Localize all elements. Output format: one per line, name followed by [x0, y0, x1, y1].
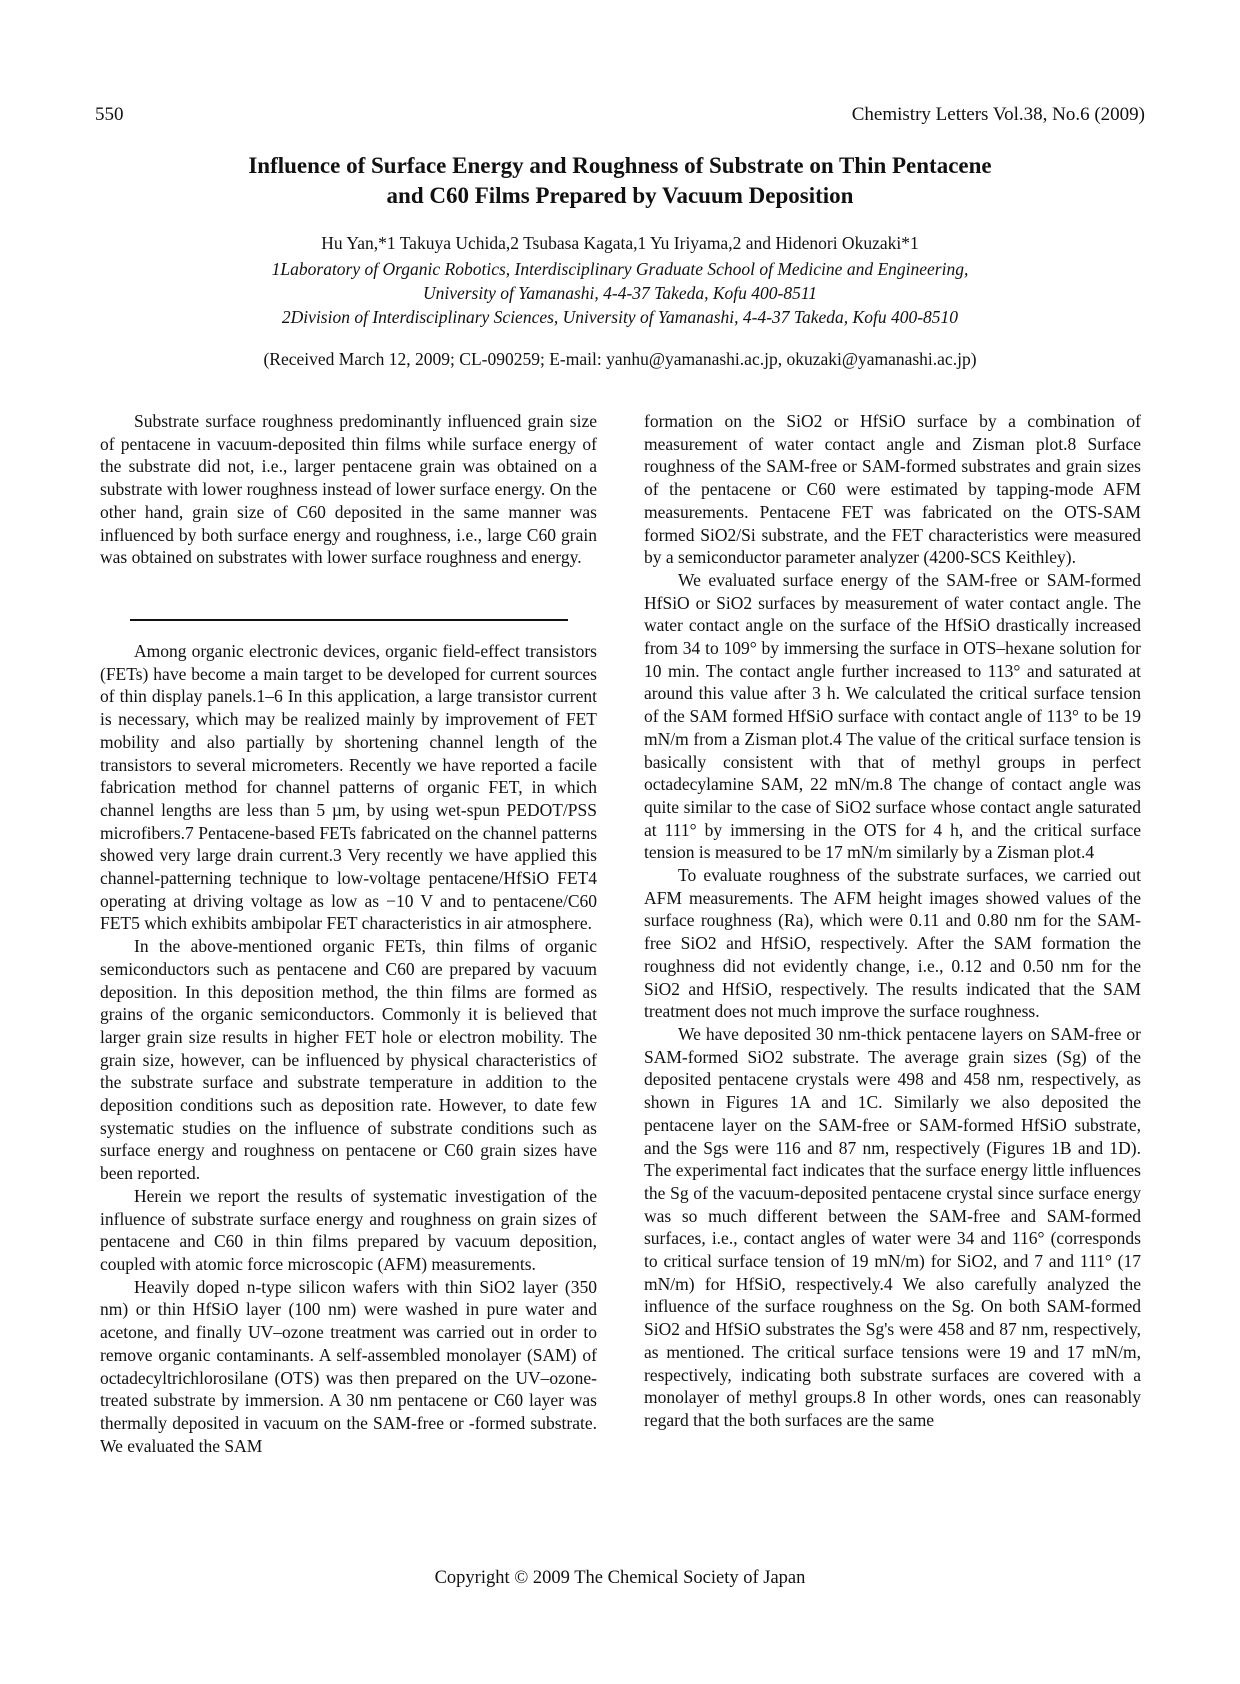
journal-running-header: Chemistry Letters Vol.38, No.6 (2009): [851, 104, 1145, 125]
body-paragraph: formation on the SiO2 or HfSiO surface by a combination of measurement of water contact angle and Zisman plot.8 Surface roughness of the SAM-free or SAM-formed substrates and grain sizes of the pentacene or C60 were estimated by tapping-mode AFM measurements. Pentacene FET was fabricated on the OTS-SAM formed SiO2/Si substrate, and the FET characteristics were measured by a semiconductor parameter analyzer (4200-SCS Keithley).: [644, 411, 1141, 568]
title-line-2: and C60 Films Prepared by Vacuum Deposition: [386, 183, 854, 208]
left-column: [100, 640, 597, 1457]
affiliation-line: 1Laboratory of Organic Robotics, Interdisciplinary Graduate School of Medicine and Engineering,: [271, 259, 969, 279]
copyright-footer: Copyright © 2009 The Chemical Society of Japan: [434, 1568, 806, 1588]
author-list: Hu Yan,*1 Takuya Uchida,2 Tsubasa Kagata,1 Yu Iriyama,2 and Hidenori Okuzaki*1: [321, 233, 919, 253]
abstract: [100, 410, 597, 569]
body-paragraph: To evaluate roughness of the substrate surfaces, we carried out AFM measurements. The AFM height images showed values of the surface roughness (Ra), which were 0.11 and 0.80 nm for the SAM-free SiO2 and HfSiO, respectively. After the SAM formation the roughness did not evidently change, i.e., 0.12 and 0.50 nm for the SiO2 and HfSiO, respectively. The results indicated that the SAM treatment does not much improve the surface roughness.: [644, 865, 1141, 1022]
affiliation-line: University of Yamanashi, 4-4-37 Takeda, Kofu 400-8511: [422, 283, 818, 303]
body-paragraph: Heavily doped n-type silicon wafers with thin SiO2 layer (350 nm) or thin HfSiO layer (100 nm) were washed in pure water and acetone, and finally UV–ozone treatment was carried out in order to remove organic contaminants. A self-assembled monolayer (SAM) of octadecyltrichlorosilane (OTS) was then prepared on the UV–ozone-treated substrate by immersion. A 30 nm pentacene or C60 layer was thermally deposited in vacuum on the SAM-free or -formed substrate. We evaluated the SAM: [100, 1276, 597, 1456]
abstract-text: Substrate surface roughness predominantly influenced grain size of pentacene in vacuum-deposited thin films while surface energy of the substrate did not, i.e., larger pentacene grain was obtained on a substrate with lower roughness instead of lower surface energy. On the other hand, grain size of C60 deposited in the same manner was influenced by both surface energy and roughness, i.e., large C60 grain was obtained on substrates with lower surface roughness and energy.: [100, 411, 597, 568]
page-number: 550: [95, 104, 124, 125]
body-paragraph: Herein we report the results of systematic investigation of the influence of substrate surface energy and roughness on grain sizes of pentacene and C60 in thin films prepared by vacuum deposition, coupled with atomic force microscopic (AFM) measurements.: [100, 1185, 597, 1274]
received-line: (Received March 12, 2009; CL-090259; E-mail: yanhu@yamanashi.ac.jp, okuzaki@yamanashi.ac.jp): [263, 349, 977, 369]
right-column: [644, 410, 1141, 1432]
body-paragraph: We evaluated surface energy of the SAM-free or SAM-formed HfSiO or SiO2 surfaces by measurement of water contact angle. The water contact angle on the surface of the HfSiO drastically increased from 34 to 109° by immersing the surface in OTS–hexane solution for 10 min. The contact angle further increased to 113° and saturated at around this value after 3 h. We calculated the critical surface tension of the SAM formed HfSiO surface with contact angle of 113° to be 19 mN/m from a Zisman plot.4 The value of the critical surface tension is basically consistent with that of methyl groups in perfect octadecylamine SAM, 22 mN/m.8 The change of contact angle was quite similar to the case of SiO2 surface whose contact angle saturated at 111° by immersing in the OTS for 4 h, and the critical surface tension is measured to be 17 mN/m similarly by a Zisman plot.4: [644, 569, 1141, 863]
title-line-1: Influence of Surface Energy and Roughness of Substrate on Thin Pentacene: [248, 153, 992, 178]
body-paragraph: Among organic electronic devices, organic field-effect transistors (FETs) have become a main target to be developed for current sources of thin display panels.1–6 In this application, a large transistor current is necessary, which may be realized mainly by improvement of FET mobility and also partially by shortening channel length of the transistors to several micrometers. Recently we have reported a facile fabrication method for channel patterns of organic FET, in which channel lengths are less than 5 µm, by using wet-spun PEDOT/PSS microfibers.7 Pentacene-based FETs fabricated on the channel patterns showed very large drain current.3 Very recently we have applied this channel-patterning technique to low-voltage pentacene/HfSiO FET4 operating at driving voltage as low as −10 V and to pentacene/C60 FET5 which exhibits ambipolar FET characteristics in air atmosphere.: [100, 641, 597, 934]
body-paragraph: In the above-mentioned organic FETs, thin films of organic semiconductors such as pentacene and C60 are prepared by vacuum deposition. In this deposition method, the thin films are formed as grains of the organic semiconductors. Commonly it is believed that larger grain size results in higher FET hole or electron mobility. The grain size, however, can be influenced by physical characteristics of the substrate surface and substrate temperature in addition to the deposition conditions such as deposition rate. However, to date few systematic studies on the influence of substrate conditions such as surface energy and roughness on pentacene or C60 grain sizes have been reported.: [100, 936, 597, 1184]
abstract-divider: [130, 619, 568, 621]
affiliations: [100, 257, 1140, 329]
body-paragraph: We have deposited 30 nm-thick pentacene layers on SAM-free or SAM-formed SiO2 substrate. The average grain sizes (Sg) of the deposited pentacene crystals were 498 and 458 nm, respectively, as shown in Figures 1A and 1C. Similarly we also deposited the pentacene layer on the SAM-free or SAM-formed HfSiO substrate, and the Sgs were 116 and 87 nm, respectively (Figures 1B and 1D). The experimental fact indicates that the surface energy little influences the Sg of the vacuum-deposited pentacene crystal since surface energy was so much different between the SAM-free and SAM-formed surfaces, i.e., contact angles of water were 34 and 116° (corresponds to critical surface tension of 19 mN/m) for SiO2, and 7 and 111° (17 mN/m) for HfSiO, respectively.4 We also carefully analyzed the influence of the surface roughness on the Sg. On both SAM-formed SiO2 and HfSiO substrates the Sg's were 458 and 87 nm, respectively, as mentioned. The critical surface tensions were 19 and 17 mN/m, respectively, indicating both substrate surfaces are covered with a monolayer of methyl groups.8 In other words, ones can reasonably regard that the both surfaces are the same: [644, 1023, 1141, 1430]
article-title: [120, 151, 1120, 211]
affiliation-line: 2Division of Interdisciplinary Sciences, University of Yamanashi, 4-4-37 Takeda, Kofu 400-8510: [281, 307, 959, 327]
